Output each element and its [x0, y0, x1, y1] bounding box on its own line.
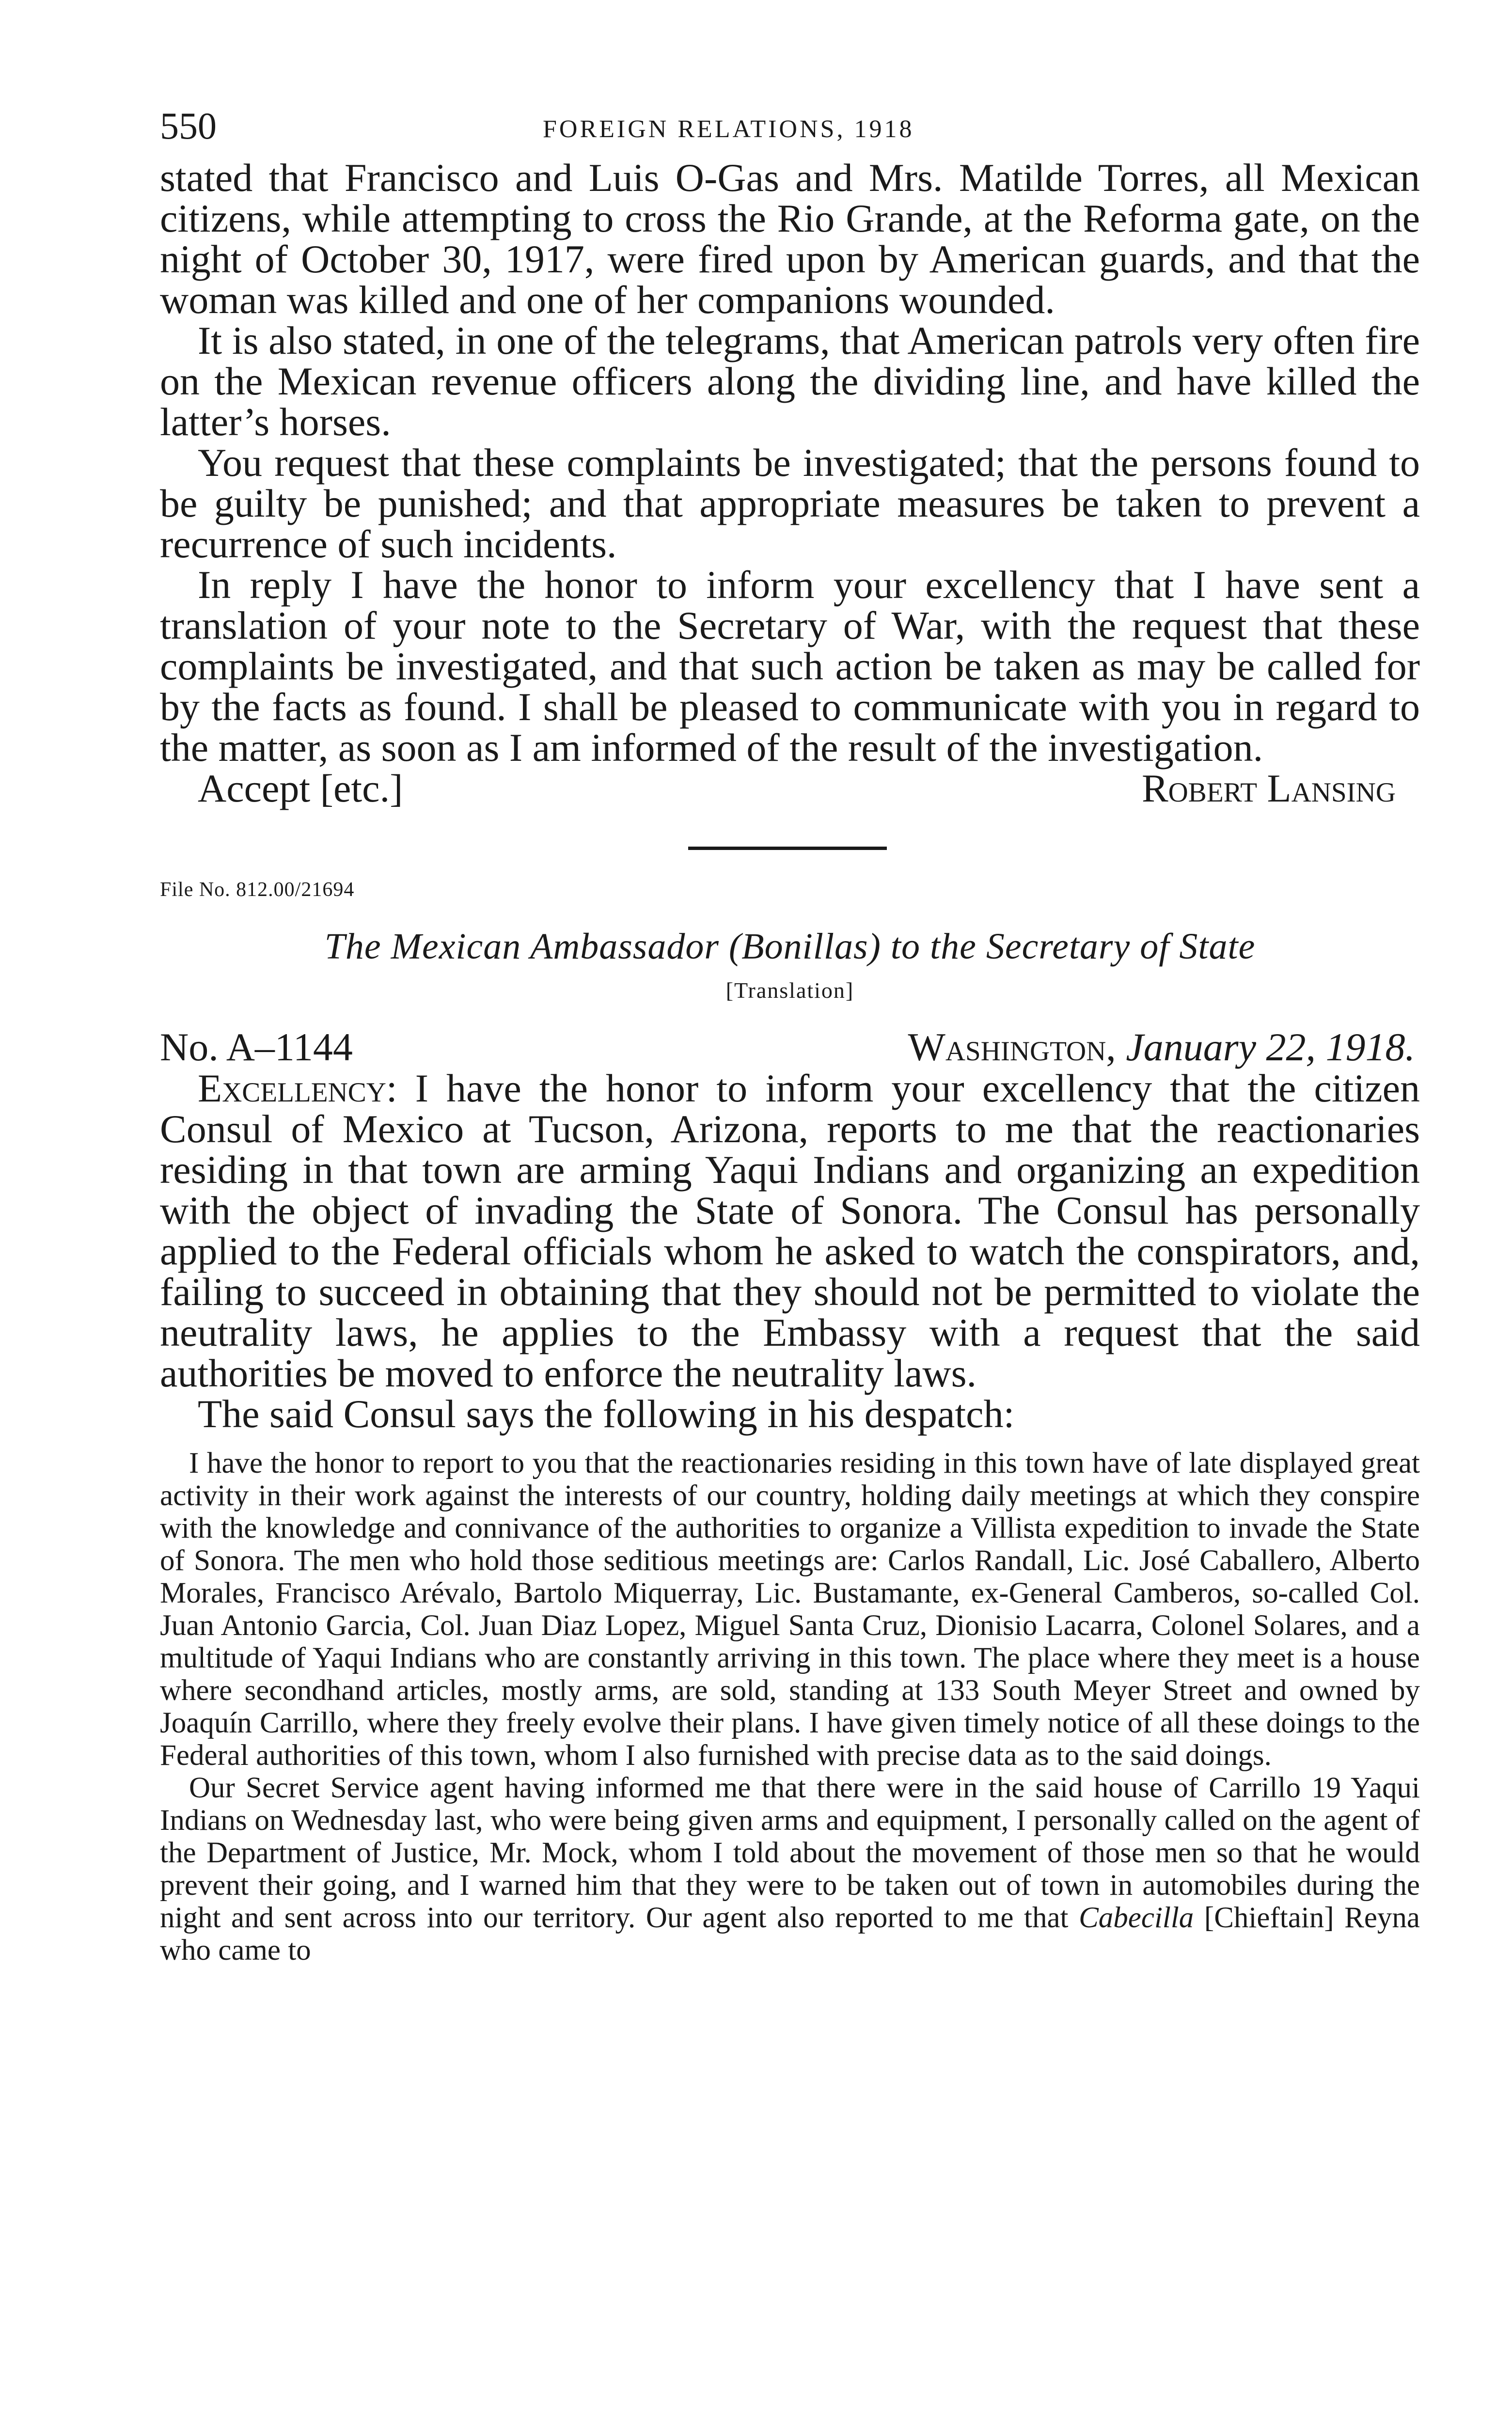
complimentary-close: Accept [etc.] [198, 766, 403, 810]
document-number: No. A–1144 [160, 1025, 353, 1069]
dateline [160, 1024, 1420, 1068]
quote-text-part: [Chieftain] Reyna who came to [160, 1902, 1420, 1967]
date: January 22, 1918. [1126, 1025, 1415, 1069]
quote-paragraph: I have the honor to report to you that the reactionaries residing in this town have of late displayed great activity in their work against the interests of our country, holding daily meetings at which they conspire with the knowledge and connivance of the authorities to organize a Villista expedition to invade the State of Sonora. The men who hold those seditious meetings are: Carlos Randall, Lic. José Caballero, Alberto Morales, Francisco Arévalo, Bartolo Miquerray, Lic. Bustamante, ex-General Camberos, so-called Col. Juan Antonio Garcia, Col. Juan Diaz Lopez, Miguel Santa Cruz, Dionisio Lacarra, Colonel Solares, and a multitude of Yaqui Indians who are constantly arriving in this town. The place where they meet is a house where secondhand articles, mostly arms, are sold, standing at 133 South Meyer Street and owned by Joaquín Carrillo, where they freely evolve their plans. I have given timely notice of all these doings to the Federal authorities of this town, whom I also furnished with precise data as to the said doings. [160, 1447, 1420, 1772]
letter-paragraph: stated that Francisco and Luis O-Gas and Mrs. Matilde Torres, all Mexican citizens, while attempting to cross the Rio Grande, at the Reforma gate, on the night of October 30, 1917, were fired upon by American guards, and that the woman was killed and one of her companions wounded. [160, 156, 1420, 322]
paragraph-text: I have the honor to inform your excellency that the citizen Consul of Mexico at Tucson, Arizona, reports to me that the reactionaries residing in that town are arming Yaqui Indians and organizing an expedition with the object of invading the State of Sonora. The Consul has personally applied to the Federal officials whom he asked to watch the conspirators, and, failing to succeed in obtaining that they should not be permitted to violate the neutrality laws, he applies to the Embassy with a request that the said authorities be moved to enforce the neutrality laws. [160, 1066, 1420, 1395]
quote-paragraph [160, 1772, 1420, 1967]
ambassador-paragraph: The said Consul says the following in his despatch: [198, 1392, 1015, 1436]
place-date [908, 1024, 1415, 1070]
closing-line [160, 768, 1420, 809]
italic-term: Cabecilla [1079, 1902, 1194, 1934]
letter-paragraph: You request that these complaints be investigated; that the persons found to be guilty be punished; and that appropriate measures be taken to prevent a recurrence of such incidents. [160, 441, 1420, 566]
document-page [160, 104, 1420, 1967]
document-heading: The Mexican Ambassador (Bonillas) to the Secretary of State [324, 926, 1256, 967]
letter-paragraph: In reply I have the honor to inform your excellency that I have sent a translation of your note to the Secretary of War, with the request that these complaints be investigated, and that such action be taken as may be called for by the facts as found. I shall be pleased to communicate with you in regard to the matter, as soon as I am informed of the result of the investigation. [160, 563, 1420, 770]
letter-paragraph: It is also stated, in one of the telegrams, that American patrols very often fire on the Mexican revenue officers along the dividing line, and have killed the latter’s horses. [160, 318, 1420, 444]
place: Washington, [908, 1025, 1116, 1069]
consul-despatch-quote [160, 1447, 1420, 1967]
salutation: Excellency: [198, 1066, 397, 1110]
ambassador-paragraph [160, 1068, 1420, 1394]
running-head [160, 104, 1420, 157]
running-title: FOREIGN RELATIONS, 1918 [543, 115, 914, 143]
continued-letter [160, 157, 1420, 809]
translation-note: [Translation] [725, 978, 854, 1003]
section-divider [688, 847, 887, 850]
quote-text-part: Our Secret Service agent having informed me that there were in the said house of Carrillo 19 Yaqui Indians on Wednesday last, who were being given arms and equipment, I personally called on the agent of the Department of Justice, Mr. Mock, whom I told about the movement of those men so that he would prevent their going, and I warned him that they were to be taken out of town in automobiles during the night and sent across into our territory. Our agent also reported to me that [160, 1772, 1420, 1934]
page-number: 550 [160, 105, 217, 147]
file-number: File No. 812.00/21694 [160, 879, 355, 901]
signature: Robert Lansing [1141, 766, 1396, 810]
